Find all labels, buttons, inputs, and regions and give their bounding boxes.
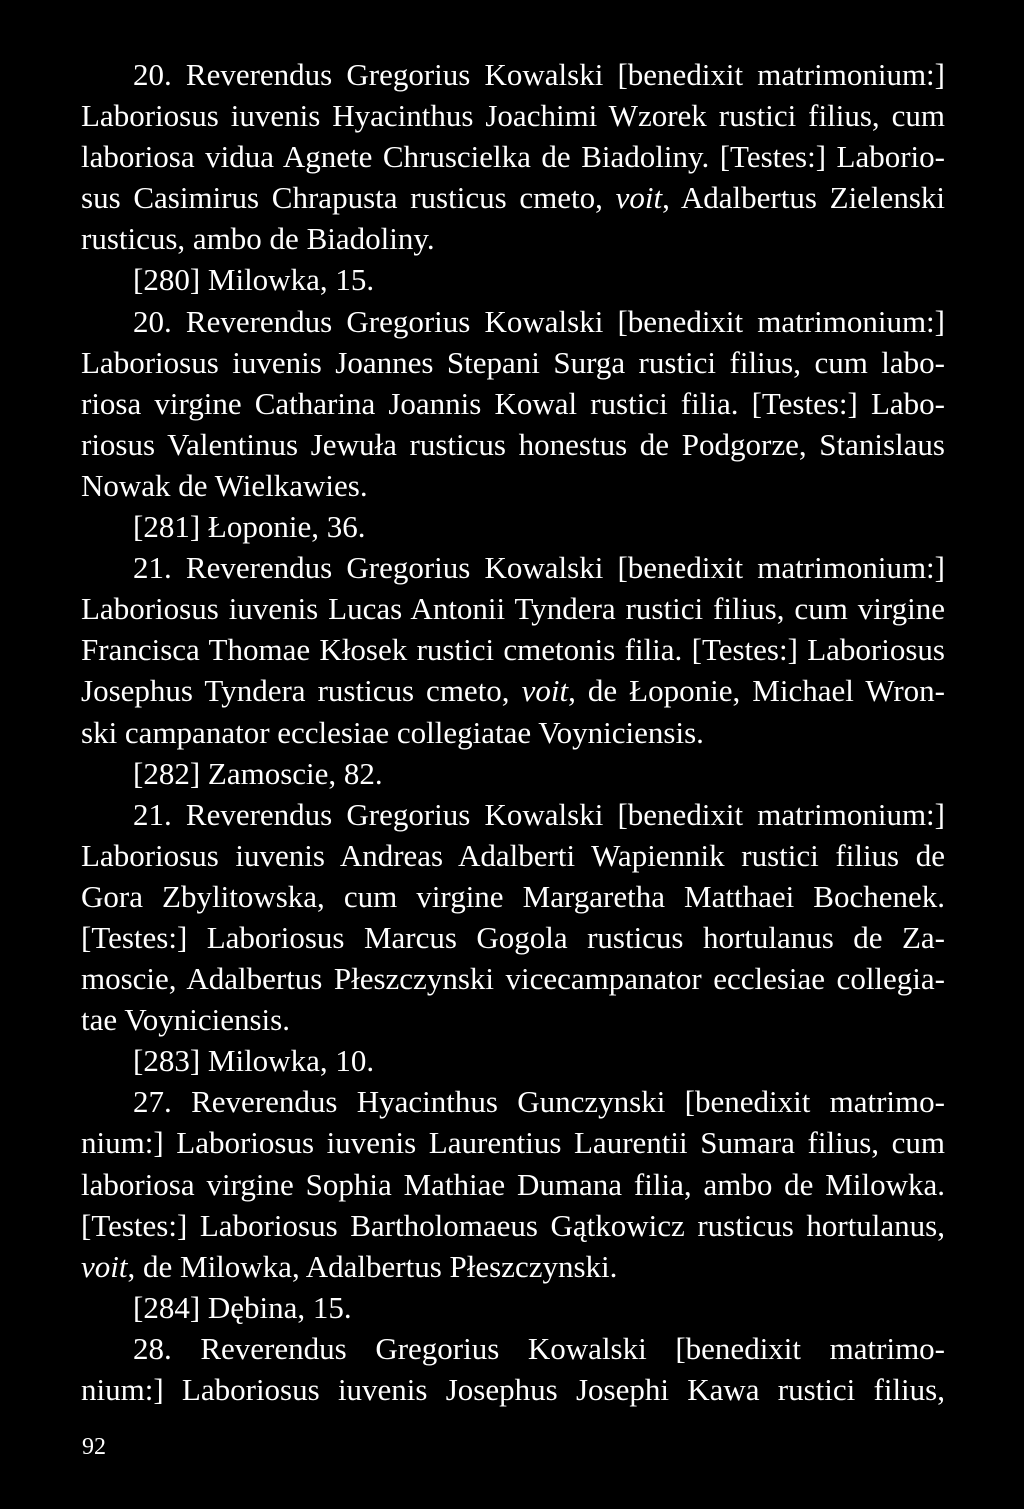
- entry-heading: [280] Milowka, 15.: [133, 262, 375, 298]
- text-line: rusticus, ambo de Biadoliny.: [81, 221, 435, 257]
- text-line: Laboriosus iuvenis Hyacinthus Joachimi Wzorek rustici filius, cum: [81, 98, 945, 134]
- text-line: moscie, Adalbertus Płeszczynski vicecampanator ecclesiae collegia-: [81, 961, 945, 997]
- text-line: Josephus Tyndera rusticus cmeto, voit, de Łoponie, Michael Wron-: [81, 673, 945, 709]
- text-line: ski campanator ecclesiae collegiatae Voyniciensis.: [81, 714, 704, 750]
- text-line: 21. Reverendus Gregorius Kowalski [benedixit matrimonium:]: [133, 796, 945, 832]
- text-line: Gora Zbylitowska, cum virgine Margaretha Matthaei Bochenek.: [81, 878, 945, 914]
- text-line: [Testes:] Laboriosus Marcus Gogola rusticus hortulanus de Za-: [81, 919, 945, 955]
- entry-heading: [283] Milowka, 10.: [133, 1043, 375, 1079]
- text-line: sus Casimirus Chrapusta rusticus cmeto, voit, Adalbertus Zielenski: [81, 180, 945, 216]
- text-line: Laboriosus iuvenis Andreas Adalberti Wapiennik rustici filius de: [81, 837, 945, 873]
- text-line: 20. Reverendus Gregorius Kowalski [benedixit matrimonium:]: [133, 57, 945, 92]
- text-line: 28. Reverendus Gregorius Kowalski [benedixit matrimo-: [133, 1330, 945, 1366]
- page-text: [81, 54, 945, 1410]
- text-line: Nowak de Wielkawies.: [81, 467, 368, 503]
- text-line: nium:] Laboriosus iuvenis Laurentius Laurentii Sumara filius, cum: [81, 1125, 945, 1161]
- page-number: 92: [82, 1434, 106, 1460]
- text-line: riosus Valentinus Jewuła rusticus honestus de Podgorze, Stanislaus: [81, 426, 945, 462]
- entry-heading: [281] Łoponie, 36.: [133, 509, 366, 545]
- text-line: [Testes:] Laboriosus Bartholomaeus Gątkowicz rusticus hortulanus,: [81, 1207, 945, 1243]
- text-line: Laboriosus iuvenis Lucas Antonii Tyndera rustici filius, cum virgine: [81, 591, 945, 627]
- text-line: laboriosa virgine Sophia Mathiae Dumana filia, ambo de Milowka.: [81, 1166, 945, 1202]
- text-line: Laboriosus iuvenis Joannes Stepani Surga rustici filius, cum labo-: [81, 344, 945, 380]
- text-line: 20. Reverendus Gregorius Kowalski [benedixit matrimonium:]: [133, 303, 945, 339]
- entry-heading: [284] Dębina, 15.: [133, 1289, 352, 1325]
- text-line: nium:] Laboriosus iuvenis Josephus Josephi Kawa rustici filius,: [81, 1372, 945, 1407]
- text-line: tae Voyniciensis.: [81, 1002, 290, 1038]
- text-line: Francisca Thomae Kłosek rustici cmetonis filia. [Testes:] Laboriosus: [81, 632, 945, 668]
- text-line: 27. Reverendus Hyacinthus Gunczynski [benedixit matrimo-: [133, 1084, 945, 1120]
- text-line: laboriosa vidua Agnete Chruscielka de Biadoliny. [Testes:] Laborio-: [81, 139, 945, 175]
- text-line: voit, de Milowka, Adalbertus Płeszczynski.: [81, 1248, 618, 1284]
- text-line: 21. Reverendus Gregorius Kowalski [benedixit matrimonium:]: [133, 550, 945, 586]
- entry-heading: [282] Zamoscie, 82.: [133, 755, 383, 791]
- text-line: riosa virgine Catharina Joannis Kowal rustici filia. [Testes:] Labo-: [81, 385, 945, 421]
